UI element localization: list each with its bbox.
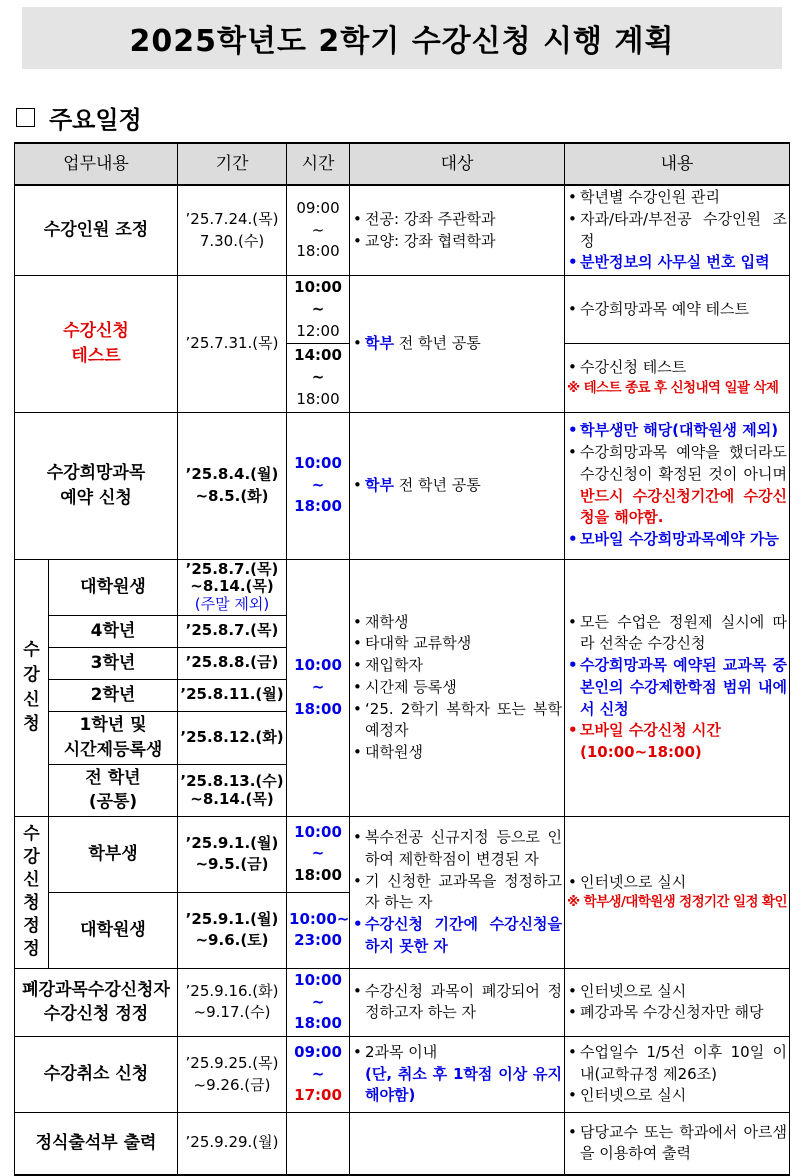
table-row (15, 412, 790, 559)
task-line: 시간제등록생 (63, 739, 163, 760)
time-line: 09:00 ~ (294, 1042, 342, 1083)
target-cell (350, 276, 565, 413)
table-row (15, 968, 790, 1036)
target-item: • 시간제 등록생 (352, 677, 562, 699)
time-line: 10:00~ (289, 909, 350, 928)
period-cell: ’25.8.12.(화) (178, 711, 287, 764)
sub-task-cell: 2학년 (49, 679, 178, 711)
time-cell (287, 185, 350, 276)
period-line: ~9.26.(금) (193, 1075, 271, 1094)
table-row (15, 1037, 790, 1113)
target-item: • 수강신청 과목이 폐강되어 정정하고자 하는 자 (352, 981, 562, 1025)
target-text-emphasis: (단, 취소 후 1학점 이상 유지해야함) (365, 1064, 563, 1105)
header-period: 기간 (178, 143, 287, 185)
content-item: • 인터넷으로 실시 (567, 981, 787, 1003)
period-line: ~8.5.(화) (195, 486, 269, 505)
target-prefix: 학부 (365, 333, 394, 352)
task-cell (15, 276, 178, 413)
content-cell (565, 559, 790, 816)
time-line: 12:00 (296, 321, 340, 340)
group-label-registration (15, 559, 49, 816)
content-text-emphasis: 반드시 수강신청기간에 수강신청을 해야함. (580, 486, 788, 527)
group-label-correction (15, 816, 49, 968)
time-line: 23:00 (294, 931, 342, 950)
time-cell (287, 892, 350, 968)
task-cell: 수강인원 조정 (15, 185, 178, 276)
content-cell (565, 816, 790, 968)
target-item (352, 1042, 562, 1107)
period-line: ’25.7.24.(목) (185, 209, 279, 228)
table-row (15, 1113, 790, 1175)
period-cell: ’25.9.29.(월) (178, 1113, 287, 1175)
content-item: • 자과/타과/부전공 수강인원 조정 (567, 209, 787, 253)
content-note: ※ 테스트 종료 후 신청내역 일괄 삭제 (567, 379, 779, 396)
target-item: • 기 신청한 교과목을 정정하고자 하는 자 (352, 871, 562, 915)
period-cell (178, 1037, 287, 1113)
time-line: 10:00 ~ (294, 656, 342, 696)
task-line: 테스트 (71, 345, 121, 366)
time-line: 18:00 (294, 699, 342, 718)
section-heading (16, 100, 142, 134)
target-cell (350, 816, 565, 968)
content-cell (565, 1113, 790, 1175)
target-item (352, 333, 562, 355)
target-cell (350, 968, 565, 1036)
period-line: ~9.17.(수) (193, 1003, 271, 1022)
target-item: • 재학생 (352, 612, 562, 634)
sub-task-cell: 학부생 (49, 816, 178, 892)
time-cell (287, 559, 350, 816)
sub-task-cell (49, 764, 178, 816)
task-line: 수강희망과목 (46, 462, 146, 483)
period-line: ~9.5.(금) (195, 855, 269, 874)
period-line: ’25.9.1.(월) (185, 833, 279, 852)
time-line: 09:00 ~ (296, 198, 340, 239)
task-cell (15, 412, 178, 559)
content-cell (565, 968, 790, 1036)
content-item: • 수강희망과목 예약 테스트 (567, 299, 787, 321)
task-line: 1학년 및 (79, 714, 147, 735)
time-cell (287, 412, 350, 559)
target-text: • 2과목 이내 (365, 1042, 438, 1061)
content-cell (565, 1037, 790, 1113)
task-line: 수강신청 (63, 321, 129, 342)
period-cell (178, 185, 287, 276)
target-item: • 수강신청 기간에 수강신청을 하지 못한 자 (352, 914, 562, 958)
header-content: 내용 (565, 143, 790, 185)
target-cell (350, 1113, 565, 1175)
period-cell (178, 968, 287, 1036)
content-note: ※ 학부생/대학원생 정정기간 일정 확인 (567, 894, 787, 911)
time-cell (287, 276, 350, 344)
target-item: • 대학원생 (352, 742, 562, 764)
time-cell (287, 968, 350, 1036)
task-cell (15, 968, 178, 1036)
target-item: • 전공: 강좌 주관학과 (352, 209, 562, 231)
sub-task-cell: 3학년 (49, 647, 178, 679)
target-cell (350, 559, 565, 816)
checkbox-square-icon (16, 108, 35, 127)
time-cell (287, 344, 350, 412)
header-time: 시간 (287, 143, 350, 185)
period-cell: ’25.8.8.(금) (178, 647, 287, 679)
content-text: (10:00~18:00) (580, 743, 702, 762)
period-line: ’25.8.4.(월) (185, 464, 279, 483)
sub-task-cell: 4학년 (49, 615, 178, 647)
period-line: ~8.14.(목) (190, 790, 274, 809)
period-line: ~9.6.(토) (195, 931, 269, 950)
schedule-table (14, 142, 790, 1176)
target-item: • 타대학 교류학생 (352, 633, 562, 655)
page-title: 2025학년도 2학기 수강신청 시행 계획 (129, 24, 675, 59)
content-item: • 모바일 수강희망과목예약 가능 (567, 529, 787, 551)
time-cell (287, 816, 350, 892)
period-line: ’25.9.1.(월) (185, 909, 279, 928)
target-cell (350, 1037, 565, 1113)
sub-task-cell: 대학원생 (49, 559, 178, 615)
time-line: 18:00 (294, 866, 342, 885)
task-cell: 수강취소 신청 (15, 1037, 178, 1113)
period-line: ~8.14.(목) (190, 577, 274, 596)
content-text: 수강희망과목 예약을 했더라도 수강신청이 확정된 것이 아니며 (580, 443, 788, 483)
content-item: • 모든 수업은 정원제 실시에 따라 선착순 수강신청 (567, 612, 787, 656)
group-label-text: 수강신청 (23, 640, 40, 735)
table-row (15, 185, 790, 276)
content-cell (565, 185, 790, 276)
period-line: ’25.9.25.(목) (185, 1053, 279, 1072)
time-line: 10:00 ~ (294, 278, 342, 318)
target-item: • 재입학자 (352, 655, 562, 677)
period-cell (178, 892, 287, 968)
task-cell: 정식출석부 출력 (15, 1113, 178, 1175)
sub-task-cell (49, 711, 178, 764)
section-title: 주요일정 (49, 105, 142, 134)
table-header-row (15, 143, 790, 185)
time-line: 18:00 (296, 389, 340, 408)
content-cell (565, 344, 790, 412)
content-item: • 담당교수 또는 학과에서 아르샘을 이용하여 출력 (567, 1122, 787, 1166)
time-line: 18:00 (294, 1014, 342, 1033)
content-item: • 분반정보의 사무실 번호 입력 (567, 252, 787, 274)
period-line: 7.30.(수) (199, 231, 265, 250)
period-cell (178, 764, 287, 816)
time-cell (287, 1113, 350, 1175)
target-cell (350, 412, 565, 559)
target-prefix: 학부 (365, 475, 394, 494)
time-line: 10:00 ~ (294, 453, 342, 494)
time-line: 10:00 ~ (294, 822, 342, 863)
content-item (567, 442, 787, 529)
period-line: ’25.9.16.(화) (185, 981, 279, 1000)
header-target: 대상 (350, 143, 565, 185)
table-row (15, 276, 790, 344)
period-cell (178, 816, 287, 892)
target-item: • 복수전공 신규지정 등으로 인하여 제한학점이 변경된 자 (352, 827, 562, 871)
content-text: • 모바일 수강신청 시간 (580, 721, 721, 740)
title-banner (22, 7, 782, 69)
period-line: ’25.8.13.(수) (180, 772, 284, 791)
sub-task-cell: 대학원생 (49, 892, 178, 968)
task-line: 전 학년 (85, 767, 141, 788)
time-cell (287, 1037, 350, 1113)
time-line: 18:00 (296, 242, 340, 261)
content-item (567, 720, 787, 764)
period-line: (주말 제외) (194, 594, 270, 613)
table-row (15, 559, 790, 615)
time-line: 17:00 (294, 1086, 342, 1105)
target-item (352, 475, 562, 497)
time-line: 14:00 ~ (294, 346, 342, 386)
content-item: • 학부생만 해당(대학원생 제외) (567, 420, 787, 442)
content-item: • 학년별 수강인원 관리 (567, 187, 787, 209)
target-item: • ‘25. 2학기 복학자 또는 복학예정자 (352, 699, 562, 743)
content-item: • 수강신청 테스트 (567, 357, 787, 379)
content-item: • 수강희망과목 예약된 교과목 중 본인의 수강제한학점 범위 내에서 신청 (567, 655, 787, 720)
target-cell (350, 185, 565, 276)
target-suffix: 전 학년 공통 (394, 333, 481, 352)
period-cell (178, 559, 287, 615)
header-task: 업무내용 (15, 143, 178, 185)
task-line: 폐강과목수강신청자 (22, 979, 170, 1000)
time-line: 10:00 ~ (294, 970, 342, 1011)
group-label-text: 수강신청정정 (23, 824, 40, 960)
time-line: 18:00 (294, 497, 342, 516)
content-item: • 폐강과목 수강신청자만 해당 (567, 1002, 787, 1024)
period-line: ’25.8.7.(목) (185, 560, 279, 579)
period-cell: ’25.7.31.(목) (178, 276, 287, 413)
content-item: • 인터넷으로 실시 (567, 1085, 787, 1107)
target-suffix: 전 학년 공통 (394, 475, 481, 494)
task-line: 수강신청 정정 (43, 1004, 149, 1025)
table-row (15, 816, 790, 892)
task-line: (공통) (88, 792, 138, 813)
content-item: • 인터넷으로 실시 (567, 872, 787, 894)
target-item: • 교양: 강좌 협력학과 (352, 231, 562, 253)
period-cell: ’25.8.11.(월) (178, 679, 287, 711)
content-cell (565, 276, 790, 344)
task-line: 예약 신청 (60, 487, 132, 508)
period-cell: ’25.8.7.(목) (178, 615, 287, 647)
period-cell (178, 412, 287, 559)
content-item: • 수업일수 1/5선 이후 10일 이내(교학규정 제26조) (567, 1042, 787, 1086)
content-cell (565, 412, 790, 559)
